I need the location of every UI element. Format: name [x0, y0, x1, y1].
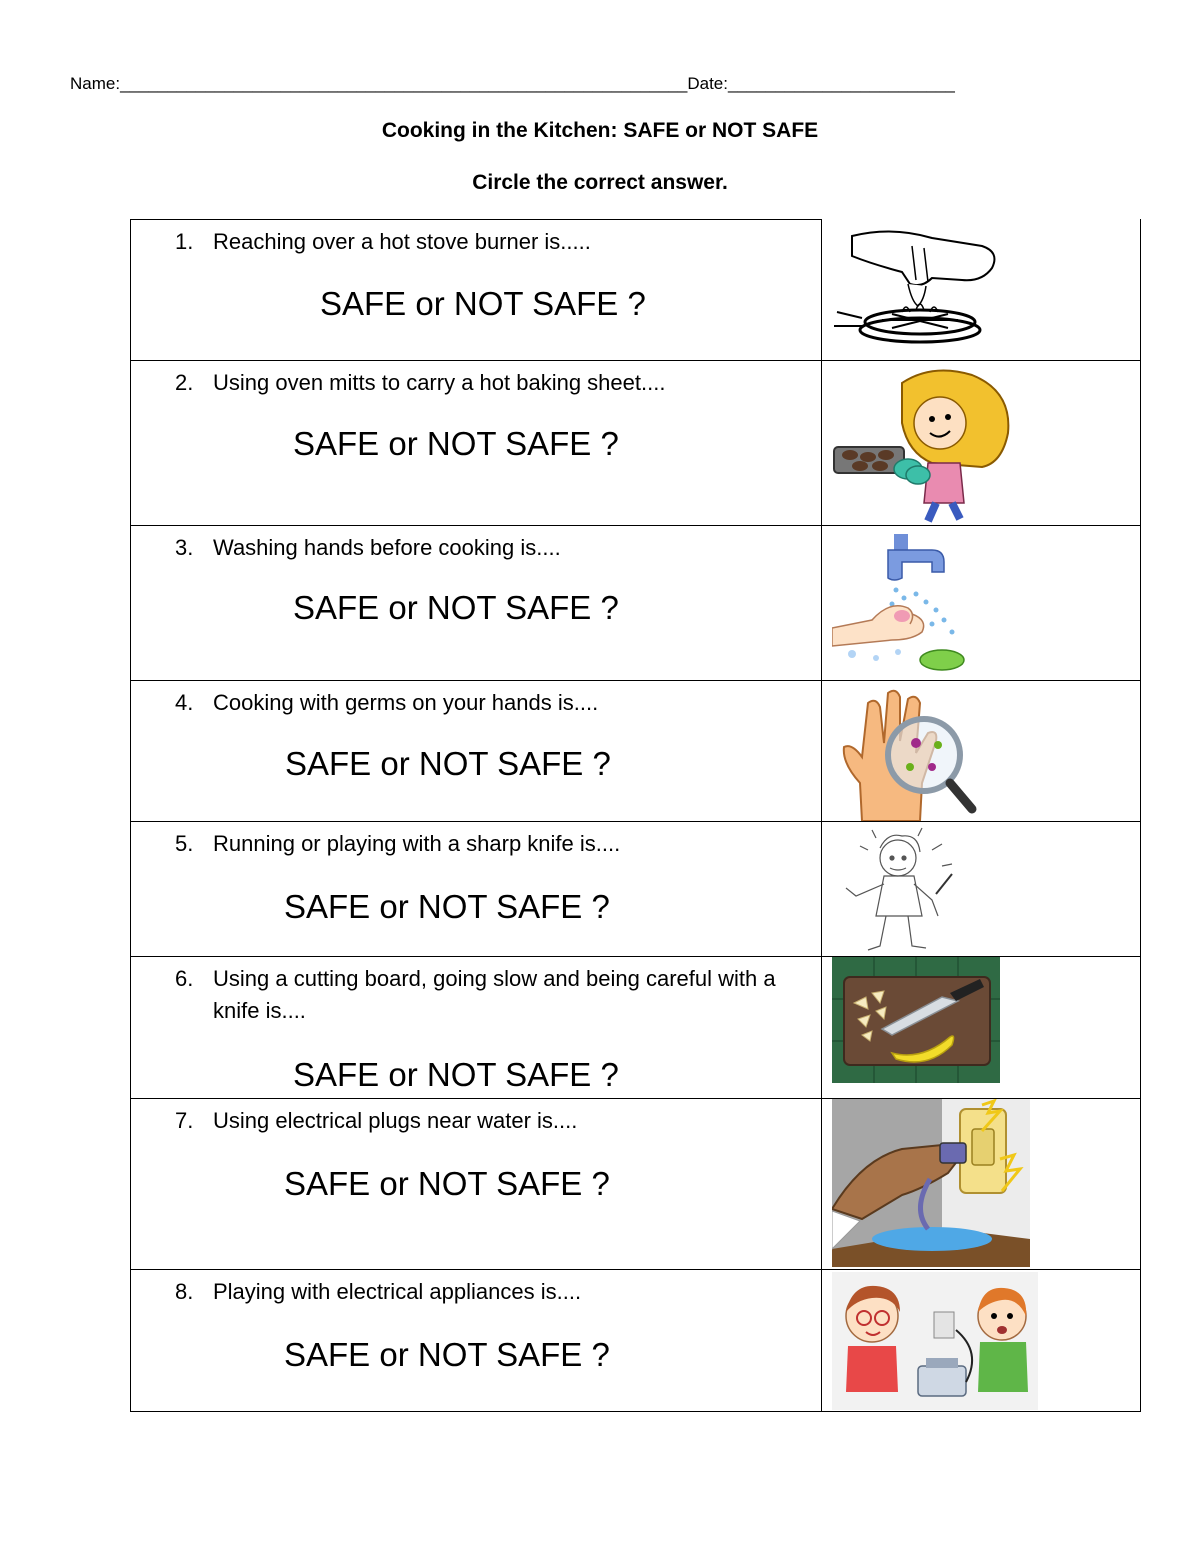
answer-choices[interactable]: SAFE or NOT SAFE ?: [293, 1056, 619, 1093]
question-number: 6.: [175, 966, 194, 991]
illustration-cell: [822, 220, 1141, 361]
question-1: [175, 226, 795, 258]
question-number: 5.: [175, 831, 194, 856]
question-cell: [131, 681, 822, 822]
answer-choices[interactable]: SAFE or NOT SAFE ?: [293, 589, 619, 626]
question-cell: [131, 526, 822, 681]
cutting-board-illustration: [832, 957, 1000, 1083]
stove-burner-illustration: [832, 222, 1002, 350]
illustration-cell: [822, 361, 1141, 526]
question-cell: [131, 220, 822, 361]
question-row-2: [131, 361, 1141, 526]
plug-near-water-illustration: [832, 1099, 1030, 1267]
answer-choices[interactable]: SAFE or NOT SAFE ?: [320, 285, 646, 322]
question-number: 7.: [175, 1108, 194, 1133]
question-row-5: [131, 822, 1141, 957]
question-cell: [131, 957, 822, 1099]
answer-choices[interactable]: SAFE or NOT SAFE ?: [284, 888, 610, 925]
name-date-line[interactable]: Name:____________________________________________________________Date:________________________: [70, 74, 955, 93]
question-table: [130, 219, 1141, 1412]
question-number: 3.: [175, 535, 194, 560]
answer-choices[interactable]: SAFE or NOT SAFE ?: [285, 745, 611, 782]
illustration-cell: [822, 1099, 1141, 1270]
question-4: [175, 687, 795, 719]
question-8: [175, 1276, 795, 1308]
question-text: Using oven mitts to carry a hot baking sheet....: [213, 370, 666, 395]
worksheet-title: Cooking in the Kitchen: SAFE or NOT SAFE: [381, 119, 819, 142]
question-text: Using a cutting board, going slow and being careful with a knife is....: [213, 966, 776, 1023]
question-6: [175, 963, 795, 1027]
question-cell: [131, 1270, 822, 1412]
question-cell: [131, 1099, 822, 1270]
question-row-1: [131, 220, 1141, 361]
question-7: [175, 1105, 795, 1137]
question-text: Running or playing with a sharp knife is....: [213, 831, 621, 856]
illustration-cell: [822, 1270, 1141, 1412]
germs-magnifier-illustration: [832, 683, 982, 821]
question-row-4: [131, 681, 1141, 822]
question-cell: [131, 361, 822, 526]
question-number: 2.: [175, 370, 194, 395]
question-text: Playing with electrical appliances is....: [213, 1279, 582, 1304]
question-text: Washing hands before cooking is....: [213, 535, 561, 560]
illustration-cell: [822, 957, 1141, 1099]
worksheet-instruction: Circle the correct answer.: [472, 171, 728, 194]
question-5: [175, 828, 795, 860]
hand-washing-illustration: [832, 528, 982, 678]
question-3: [175, 532, 795, 564]
answer-choices[interactable]: SAFE or NOT SAFE ?: [293, 425, 619, 462]
question-row-6: [131, 957, 1141, 1099]
illustration-cell: [822, 822, 1141, 957]
answer-choices[interactable]: SAFE or NOT SAFE ?: [284, 1336, 610, 1373]
question-text: Reaching over a hot stove burner is.....: [213, 229, 591, 254]
question-row-7: [131, 1099, 1141, 1270]
kids-with-appliances-illustration: [832, 1272, 1038, 1410]
question-row-8: [131, 1270, 1141, 1412]
illustration-cell: [822, 526, 1141, 681]
question-number: 4.: [175, 690, 194, 715]
question-text: Cooking with germs on your hands is....: [213, 690, 599, 715]
running-with-knife-illustration: [832, 824, 972, 956]
question-row-3: [131, 526, 1141, 681]
question-number: 8.: [175, 1279, 194, 1304]
child-with-oven-mitts-illustration: [832, 363, 1022, 523]
illustration-cell: [822, 681, 1141, 822]
question-text: Using electrical plugs near water is....: [213, 1108, 578, 1133]
question-cell: [131, 822, 822, 957]
answer-choices[interactable]: SAFE or NOT SAFE ?: [284, 1165, 610, 1202]
question-number: 1.: [175, 229, 194, 254]
question-2: [175, 367, 795, 399]
